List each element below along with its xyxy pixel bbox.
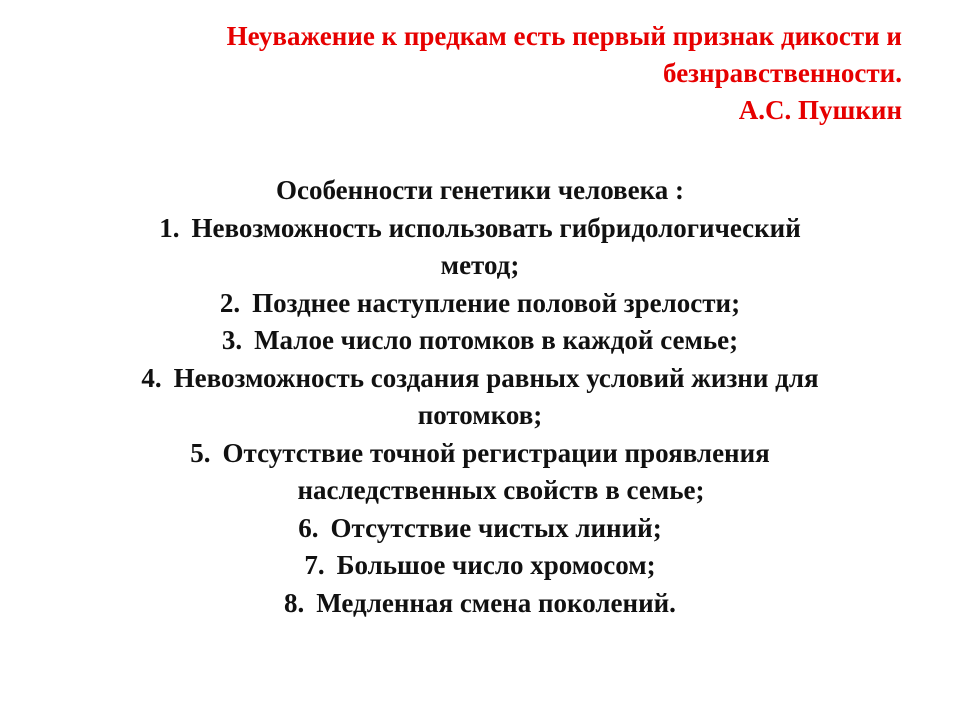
quote-line-2: безнравственности. xyxy=(663,58,902,88)
list-item-text: Позднее наступление половой зрелости; xyxy=(252,287,741,318)
list-item-number: 1. xyxy=(159,212,180,243)
list-item-7 xyxy=(40,547,920,585)
list-item-8 xyxy=(40,585,920,623)
list-item-number: 5. xyxy=(190,437,211,468)
quote-line-1: Неуважение к предкам есть первый признак дикости и xyxy=(226,21,902,51)
slide-content xyxy=(40,172,920,622)
list-item-number: 2. xyxy=(219,287,241,318)
slide-heading: Особенности генетики человека : xyxy=(275,175,685,205)
list-item-1-continued: метод; xyxy=(440,250,520,280)
quote-author: А.С. Пушкин xyxy=(738,95,902,125)
list-item-number: 8. xyxy=(284,587,305,618)
epigraph-quote xyxy=(82,18,902,129)
list-item-6 xyxy=(40,510,920,548)
list-item-3 xyxy=(40,322,920,360)
list-item-text: Невозможность создания равных условий жизни для xyxy=(173,362,819,393)
list-item-text: Невозможность использовать гибридологический xyxy=(191,212,801,243)
list-item-number: 3. xyxy=(221,325,243,355)
list-item-text: Отсутствие точной регистрации проявления xyxy=(222,437,770,468)
list-item-text: Малое число потомков в каждой семье; xyxy=(254,325,739,355)
list-item-2 xyxy=(40,285,920,323)
list-item-text: Большое число хромосом; xyxy=(336,550,656,580)
list-item-5 xyxy=(40,435,920,473)
list-item-text: Отсутствие чистых линий; xyxy=(330,512,662,543)
list-item-number: 7. xyxy=(304,550,325,580)
list-item-number: 6. xyxy=(298,512,319,543)
list-item-text: Медленная смена поколений. xyxy=(316,587,676,618)
list-item-5-continued: наследственных свойств в семье; xyxy=(297,475,705,505)
list-item-4-continued: потомков; xyxy=(417,400,543,430)
list-item-1 xyxy=(40,210,920,248)
list-item-4 xyxy=(40,360,920,398)
list-item-number: 4. xyxy=(141,362,162,393)
